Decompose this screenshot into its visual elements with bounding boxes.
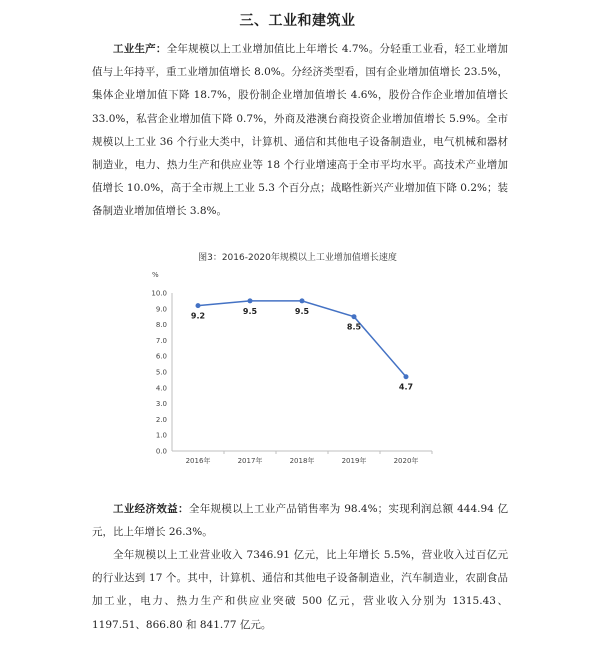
data-label: 9.5 [294,306,310,316]
y-tick-label: 4.0 [155,384,167,393]
economic-benefit-paragraph [92,498,508,544]
data-label: 9.5 [242,306,258,316]
data-point [300,298,305,303]
revenue-paragraph [92,544,508,637]
data-point [248,298,253,303]
industrial-production-paragraph [92,38,508,224]
y-tick-label: 7.0 [155,336,167,345]
y-tick-label: 6.0 [155,352,167,361]
y-tick-label: 2.0 [155,415,167,424]
x-tick-label: 2018年 [289,457,315,465]
data-label: 9.2 [190,311,206,321]
paragraph-lead: 工业经济效益： [113,503,189,515]
x-tick-label: 2017年 [237,457,263,465]
x-tick-label: 2016年 [185,457,211,465]
paragraph-text: 全年规模以上工业增加值比上年增长 4.7%。分轻重工业看，轻工业增加值与上年持平，重工业增加值增长 8.0%。分经济类型看，国有企业增加值增长 23.5%，集体企业增加值下降 18.7%，股份制企业增加值增长 4.6%，股份合作企业增加值增长 33.0%，私营企业增加值下降 0.7%，外商及港澳台商投资企业增加值增长 5.9%。全市规模以上工业 36 个行业大类中，计算机、通信和其他电子设备制造业，电气机械和器材制造业，电力、热力生产和供应业等 18 个行业增速高于全市平均水平。高技术产业增加值增长 10.0%，高于全市规上工业 5.3 个百分点；战略性新兴产业增加值下降 0.2%；装备制造业增加值增长 3.8%。 [92,43,508,218]
paragraph-text: 全年规模以上工业营业收入 7346.91 亿元，比上年增长 5.5%，营业收入过百亿元的行业达到 17 个。其中，计算机、通信和其他电子设备制造业，汽车制造业，农副食品加工业，电力、热力生产和供应业突破 500 亿元，营业收入分别为 1315.43、1197.51、866.80 和 841.77 亿元。 [92,549,508,631]
section-title: 三、工业和建筑业 [239,13,356,29]
data-label: 8.5 [346,322,362,332]
data-label: 4.7 [398,382,414,392]
y-tick-label: 1.0 [155,431,167,440]
data-point [196,303,201,308]
y-tick-label: 8.0 [155,321,167,330]
y-tick-label: 10.0 [151,289,167,298]
growth-line-chart [140,262,440,472]
data-point [404,374,409,379]
y-tick-label: 3.0 [155,400,167,409]
x-tick-label: 2019年 [341,457,367,465]
data-point [352,314,357,319]
chart-caption: 图3：2016-2020年规模以上工业增加值增长速度 [198,253,397,263]
y-tick-label: 0.0 [155,447,167,456]
paragraph-text: 全年规模以上工业产品销售率为 98.4%；实现利润总额 444.94 亿元，比上年增长 26.3%。 [92,503,509,539]
paragraph-lead: 工业生产： [113,43,167,55]
x-tick-label: 2020年 [393,457,419,465]
y-axis-unit-label: % [152,271,159,279]
y-tick-label: 9.0 [155,305,167,314]
y-tick-label: 5.0 [155,368,167,377]
